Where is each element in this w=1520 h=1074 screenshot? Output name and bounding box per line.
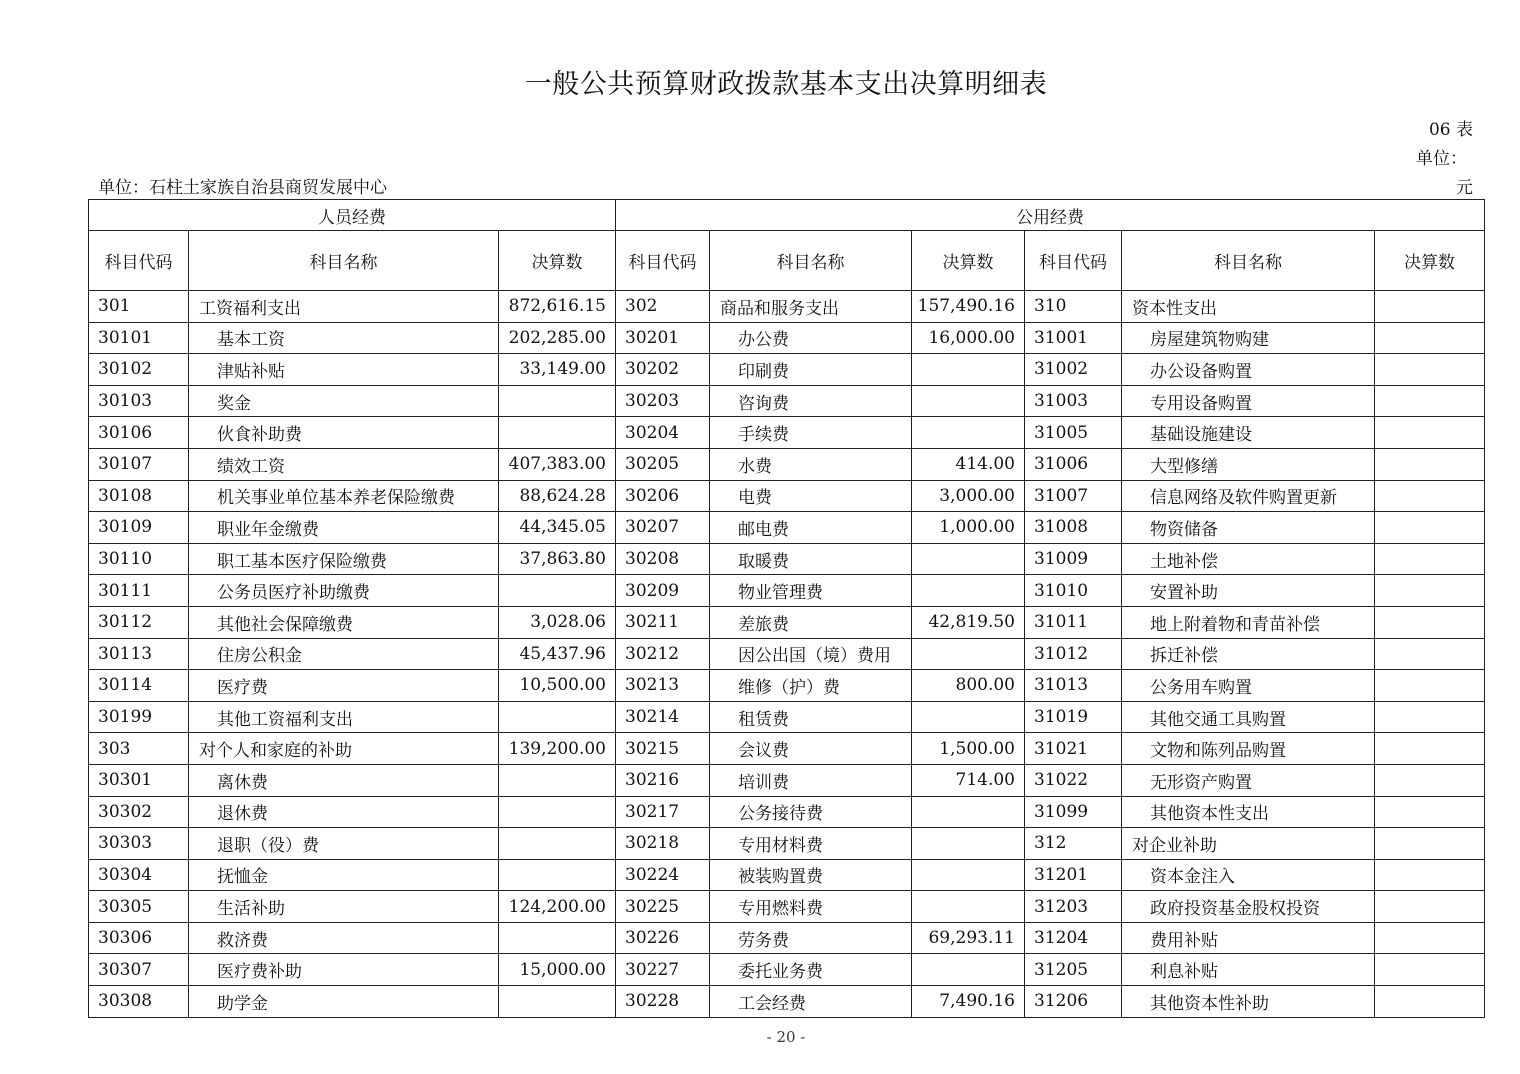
subject-code-cell: 30203	[616, 385, 710, 417]
unit-label: 单位：	[1416, 149, 1467, 169]
amount-cell: 414.00	[912, 448, 1025, 480]
amount-cell: 1,000.00	[912, 512, 1025, 544]
subject-name-cell: 商品和服务支出	[710, 291, 912, 323]
subject-code-cell: 30306	[89, 922, 189, 954]
column-header: 决算数	[499, 231, 616, 291]
subject-name-cell: 公务接待费	[710, 796, 912, 828]
subject-code-cell: 31206	[1025, 986, 1122, 1018]
subject-name-cell: 专用燃料费	[710, 891, 912, 923]
amount-cell: 124,200.00	[499, 891, 616, 923]
subject-name-cell: 大型修缮	[1122, 448, 1375, 480]
subject-code-cell: 31003	[1025, 385, 1122, 417]
amount-cell: 33,149.00	[499, 354, 616, 386]
amount-cell	[1375, 575, 1485, 607]
subject-code-cell: 30110	[89, 543, 189, 575]
subject-name-cell: 房屋建筑物购建	[1122, 322, 1375, 354]
subject-code-cell: 30226	[616, 922, 710, 954]
amount-cell	[1375, 448, 1485, 480]
subject-name-cell: 办公费	[710, 322, 912, 354]
subject-name-cell: 基本工资	[189, 322, 499, 354]
subject-code-cell: 30212	[616, 638, 710, 670]
amount-cell	[499, 575, 616, 607]
subject-code-cell: 30107	[89, 448, 189, 480]
amount-cell	[1375, 322, 1485, 354]
subject-code-cell: 31002	[1025, 354, 1122, 386]
subject-code-cell: 30217	[616, 796, 710, 828]
subject-name-cell: 物资储备	[1122, 512, 1375, 544]
amount-cell	[912, 638, 1025, 670]
subject-code-cell: 31019	[1025, 701, 1122, 733]
subject-code-cell: 30114	[89, 670, 189, 702]
expenditure-table	[88, 199, 1485, 1018]
subject-code-cell: 30308	[89, 986, 189, 1018]
amount-cell	[1375, 764, 1485, 796]
amount-cell: 3,028.06	[499, 606, 616, 638]
amount-cell: 69,293.11	[912, 922, 1025, 954]
amount-cell: 202,285.00	[499, 322, 616, 354]
table-row	[89, 764, 1485, 796]
unit-value: 元	[1456, 178, 1473, 198]
subject-name-cell: 津贴补贴	[189, 354, 499, 386]
amount-cell	[1375, 543, 1485, 575]
subject-code-cell: 31011	[1025, 606, 1122, 638]
subject-name-cell: 邮电费	[710, 512, 912, 544]
amount-cell: 44,345.05	[499, 512, 616, 544]
subject-name-cell: 职工基本医疗保险缴费	[189, 543, 499, 575]
amount-cell	[499, 796, 616, 828]
subject-name-cell: 地上附着物和青苗补偿	[1122, 606, 1375, 638]
amount-cell	[499, 701, 616, 733]
subject-code-cell: 30202	[616, 354, 710, 386]
subject-code-cell: 31203	[1025, 891, 1122, 923]
subject-name-cell: 公务员医疗补助缴费	[189, 575, 499, 607]
subject-name-cell: 差旅费	[710, 606, 912, 638]
table-row	[89, 986, 1485, 1018]
amount-cell	[1375, 954, 1485, 986]
subject-code-cell: 30112	[89, 606, 189, 638]
subject-name-cell: 绩效工资	[189, 448, 499, 480]
subject-name-cell: 维修（护）费	[710, 670, 912, 702]
amount-cell	[499, 417, 616, 449]
subject-name-cell: 被装购置费	[710, 859, 912, 891]
table-body	[89, 291, 1485, 1018]
subject-name-cell: 医疗费补助	[189, 954, 499, 986]
subject-name-cell: 其他社会保障缴费	[189, 606, 499, 638]
amount-cell: 37,863.80	[499, 543, 616, 575]
subject-code-cell: 30218	[616, 828, 710, 860]
subject-code-cell: 30199	[89, 701, 189, 733]
amount-cell	[1375, 891, 1485, 923]
subject-code-cell: 31204	[1025, 922, 1122, 954]
table-row	[89, 291, 1485, 323]
amount-cell	[499, 828, 616, 860]
subject-code-cell: 30109	[89, 512, 189, 544]
organization-name: 单位：石柱土家族自治县商贸发展中心	[98, 178, 387, 198]
table-row	[89, 417, 1485, 449]
subject-name-cell: 助学金	[189, 986, 499, 1018]
table-row	[89, 954, 1485, 986]
subject-code-cell: 30301	[89, 764, 189, 796]
subject-name-cell: 基础设施建设	[1122, 417, 1375, 449]
amount-cell	[499, 922, 616, 954]
table-row	[89, 322, 1485, 354]
amount-cell: 3,000.00	[912, 480, 1025, 512]
subject-name-cell: 其他资本性补助	[1122, 986, 1375, 1018]
subject-code-cell: 30103	[89, 385, 189, 417]
table-row	[89, 922, 1485, 954]
amount-cell	[912, 385, 1025, 417]
subject-name-cell: 职业年金缴费	[189, 512, 499, 544]
amount-cell	[912, 543, 1025, 575]
amount-cell	[1375, 606, 1485, 638]
subject-code-cell: 31021	[1025, 733, 1122, 765]
subject-name-cell: 物业管理费	[710, 575, 912, 607]
amount-cell: 139,200.00	[499, 733, 616, 765]
amount-cell	[1375, 986, 1485, 1018]
amount-cell	[499, 385, 616, 417]
subject-code-cell: 30214	[616, 701, 710, 733]
subject-code-cell: 31008	[1025, 512, 1122, 544]
table-row	[89, 448, 1485, 480]
subject-code-cell: 30207	[616, 512, 710, 544]
subject-code-cell: 30101	[89, 322, 189, 354]
subject-code-cell: 31099	[1025, 796, 1122, 828]
subject-name-cell: 救济费	[189, 922, 499, 954]
subject-name-cell: 退职（役）费	[189, 828, 499, 860]
subject-name-cell: 专用材料费	[710, 828, 912, 860]
subject-code-cell: 30216	[616, 764, 710, 796]
subject-name-cell: 奖金	[189, 385, 499, 417]
amount-cell: 15,000.00	[499, 954, 616, 986]
table-row	[89, 512, 1485, 544]
subject-name-cell: 伙食补助费	[189, 417, 499, 449]
subject-code-cell: 30307	[89, 954, 189, 986]
subject-name-cell: 资本金注入	[1122, 859, 1375, 891]
subject-name-cell: 信息网络及软件购置更新	[1122, 480, 1375, 512]
table-row	[89, 670, 1485, 702]
table-row	[89, 575, 1485, 607]
column-header: 科目名称	[1122, 231, 1375, 291]
subject-name-cell: 利息补贴	[1122, 954, 1375, 986]
subject-code-cell: 30113	[89, 638, 189, 670]
subject-name-cell: 安置补助	[1122, 575, 1375, 607]
column-header: 科目代码	[89, 231, 189, 291]
amount-cell	[1375, 796, 1485, 828]
subject-name-cell: 电费	[710, 480, 912, 512]
subject-name-cell: 机关事业单位基本养老保险缴费	[189, 480, 499, 512]
table-row	[89, 543, 1485, 575]
subject-code-cell: 303	[89, 733, 189, 765]
subject-code-cell: 31205	[1025, 954, 1122, 986]
subject-name-cell: 其他资本性支出	[1122, 796, 1375, 828]
page-number: - 20 -	[766, 1028, 806, 1046]
table-number: 06 表	[1428, 120, 1473, 140]
subject-code-cell: 30303	[89, 828, 189, 860]
amount-cell	[499, 764, 616, 796]
amount-cell	[912, 417, 1025, 449]
subject-name-cell: 手续费	[710, 417, 912, 449]
amount-cell: 7,490.16	[912, 986, 1025, 1018]
table-row	[89, 891, 1485, 923]
subject-name-cell: 会议费	[710, 733, 912, 765]
subject-name-cell: 政府投资基金股权投资	[1122, 891, 1375, 923]
subject-name-cell: 工会经费	[710, 986, 912, 1018]
subject-name-cell: 离休费	[189, 764, 499, 796]
subject-code-cell: 30211	[616, 606, 710, 638]
table-row	[89, 828, 1485, 860]
table-row	[89, 796, 1485, 828]
amount-cell	[1375, 354, 1485, 386]
amount-cell: 407,383.00	[499, 448, 616, 480]
table-row	[89, 480, 1485, 512]
subject-code-cell: 30204	[616, 417, 710, 449]
amount-cell: 872,616.15	[499, 291, 616, 323]
table-row	[89, 385, 1485, 417]
table-row	[89, 354, 1485, 386]
amount-cell	[1375, 828, 1485, 860]
subject-code-cell: 30215	[616, 733, 710, 765]
amount-cell	[1375, 670, 1485, 702]
subject-code-cell: 30213	[616, 670, 710, 702]
subject-name-cell: 水费	[710, 448, 912, 480]
subject-name-cell: 生活补助	[189, 891, 499, 923]
amount-cell	[1375, 417, 1485, 449]
subject-name-cell: 拆迁补偿	[1122, 638, 1375, 670]
page-title: 一般公共预算财政拨款基本支出决算明细表	[524, 69, 1048, 100]
subject-code-cell: 30227	[616, 954, 710, 986]
subject-code-cell: 30228	[616, 986, 710, 1018]
subject-name-cell: 退休费	[189, 796, 499, 828]
subject-name-cell: 租赁费	[710, 701, 912, 733]
amount-cell	[1375, 922, 1485, 954]
column-header: 科目名称	[189, 231, 499, 291]
amount-cell	[1375, 638, 1485, 670]
amount-cell	[1375, 291, 1485, 323]
amount-cell: 42,819.50	[912, 606, 1025, 638]
subject-name-cell: 其他交通工具购置	[1122, 701, 1375, 733]
subject-name-cell: 咨询费	[710, 385, 912, 417]
subject-name-cell: 工资福利支出	[189, 291, 499, 323]
subject-name-cell: 抚恤金	[189, 859, 499, 891]
subject-code-cell: 310	[1025, 291, 1122, 323]
subject-name-cell: 住房公积金	[189, 638, 499, 670]
subject-code-cell: 30224	[616, 859, 710, 891]
amount-cell: 16,000.00	[912, 322, 1025, 354]
subject-name-cell: 其他工资福利支出	[189, 701, 499, 733]
subject-name-cell: 费用补贴	[1122, 922, 1375, 954]
subject-name-cell: 文物和陈列品购置	[1122, 733, 1375, 765]
amount-cell: 45,437.96	[499, 638, 616, 670]
amount-cell	[1375, 859, 1485, 891]
subject-code-cell: 31006	[1025, 448, 1122, 480]
amount-cell	[912, 354, 1025, 386]
subject-code-cell: 301	[89, 291, 189, 323]
amount-cell	[499, 986, 616, 1018]
subject-name-cell: 对个人和家庭的补助	[189, 733, 499, 765]
table-row	[89, 606, 1485, 638]
subject-code-cell: 31010	[1025, 575, 1122, 607]
amount-cell: 88,624.28	[499, 480, 616, 512]
subject-code-cell: 31022	[1025, 764, 1122, 796]
subject-code-cell: 31013	[1025, 670, 1122, 702]
subject-code-cell: 30205	[616, 448, 710, 480]
subject-code-cell: 30302	[89, 796, 189, 828]
subject-code-cell: 30201	[616, 322, 710, 354]
column-header: 决算数	[1375, 231, 1485, 291]
subject-code-cell: 30108	[89, 480, 189, 512]
amount-cell	[1375, 512, 1485, 544]
group-header-personnel: 人员经费	[89, 200, 616, 231]
column-header: 科目代码	[616, 231, 710, 291]
subject-code-cell: 31012	[1025, 638, 1122, 670]
subject-name-cell: 对企业补助	[1122, 828, 1375, 860]
amount-cell	[912, 701, 1025, 733]
amount-cell	[499, 859, 616, 891]
subject-code-cell: 302	[616, 291, 710, 323]
subject-code-cell: 31201	[1025, 859, 1122, 891]
subject-code-cell: 30111	[89, 575, 189, 607]
amount-cell	[1375, 733, 1485, 765]
subject-name-cell: 公务用车购置	[1122, 670, 1375, 702]
group-header-public: 公用经费	[616, 200, 1485, 231]
subject-code-cell: 31001	[1025, 322, 1122, 354]
amount-cell: 10,500.00	[499, 670, 616, 702]
amount-cell	[1375, 385, 1485, 417]
table-row	[89, 859, 1485, 891]
subject-code-cell: 30206	[616, 480, 710, 512]
subject-name-cell: 培训费	[710, 764, 912, 796]
amount-cell	[1375, 701, 1485, 733]
column-header: 科目名称	[710, 231, 912, 291]
subject-code-cell: 312	[1025, 828, 1122, 860]
table-row	[89, 638, 1485, 670]
subject-name-cell: 土地补偿	[1122, 543, 1375, 575]
amount-cell: 1,500.00	[912, 733, 1025, 765]
subject-code-cell: 31007	[1025, 480, 1122, 512]
amount-cell	[912, 796, 1025, 828]
amount-cell	[1375, 480, 1485, 512]
amount-cell	[912, 859, 1025, 891]
subject-name-cell: 印刷费	[710, 354, 912, 386]
subject-name-cell: 取暖费	[710, 543, 912, 575]
subject-code-cell: 30209	[616, 575, 710, 607]
subject-name-cell: 资本性支出	[1122, 291, 1375, 323]
table-row	[89, 733, 1485, 765]
column-header: 决算数	[912, 231, 1025, 291]
subject-code-cell: 31005	[1025, 417, 1122, 449]
amount-cell: 800.00	[912, 670, 1025, 702]
subject-code-cell: 31009	[1025, 543, 1122, 575]
subject-name-cell: 专用设备购置	[1122, 385, 1375, 417]
subject-name-cell: 因公出国（境）费用	[710, 638, 912, 670]
subject-code-cell: 30305	[89, 891, 189, 923]
subject-code-cell: 30304	[89, 859, 189, 891]
subject-code-cell: 30225	[616, 891, 710, 923]
amount-cell	[912, 891, 1025, 923]
amount-cell: 157,490.16	[912, 291, 1025, 323]
amount-cell	[912, 828, 1025, 860]
subject-name-cell: 委托业务费	[710, 954, 912, 986]
amount-cell	[912, 954, 1025, 986]
subject-code-cell: 30106	[89, 417, 189, 449]
subject-name-cell: 医疗费	[189, 670, 499, 702]
amount-cell: 714.00	[912, 764, 1025, 796]
subject-name-cell: 劳务费	[710, 922, 912, 954]
subject-code-cell: 30102	[89, 354, 189, 386]
column-header: 科目代码	[1025, 231, 1122, 291]
subject-name-cell: 无形资产购置	[1122, 764, 1375, 796]
amount-cell	[912, 575, 1025, 607]
subject-code-cell: 30208	[616, 543, 710, 575]
subject-name-cell: 办公设备购置	[1122, 354, 1375, 386]
table-row	[89, 701, 1485, 733]
